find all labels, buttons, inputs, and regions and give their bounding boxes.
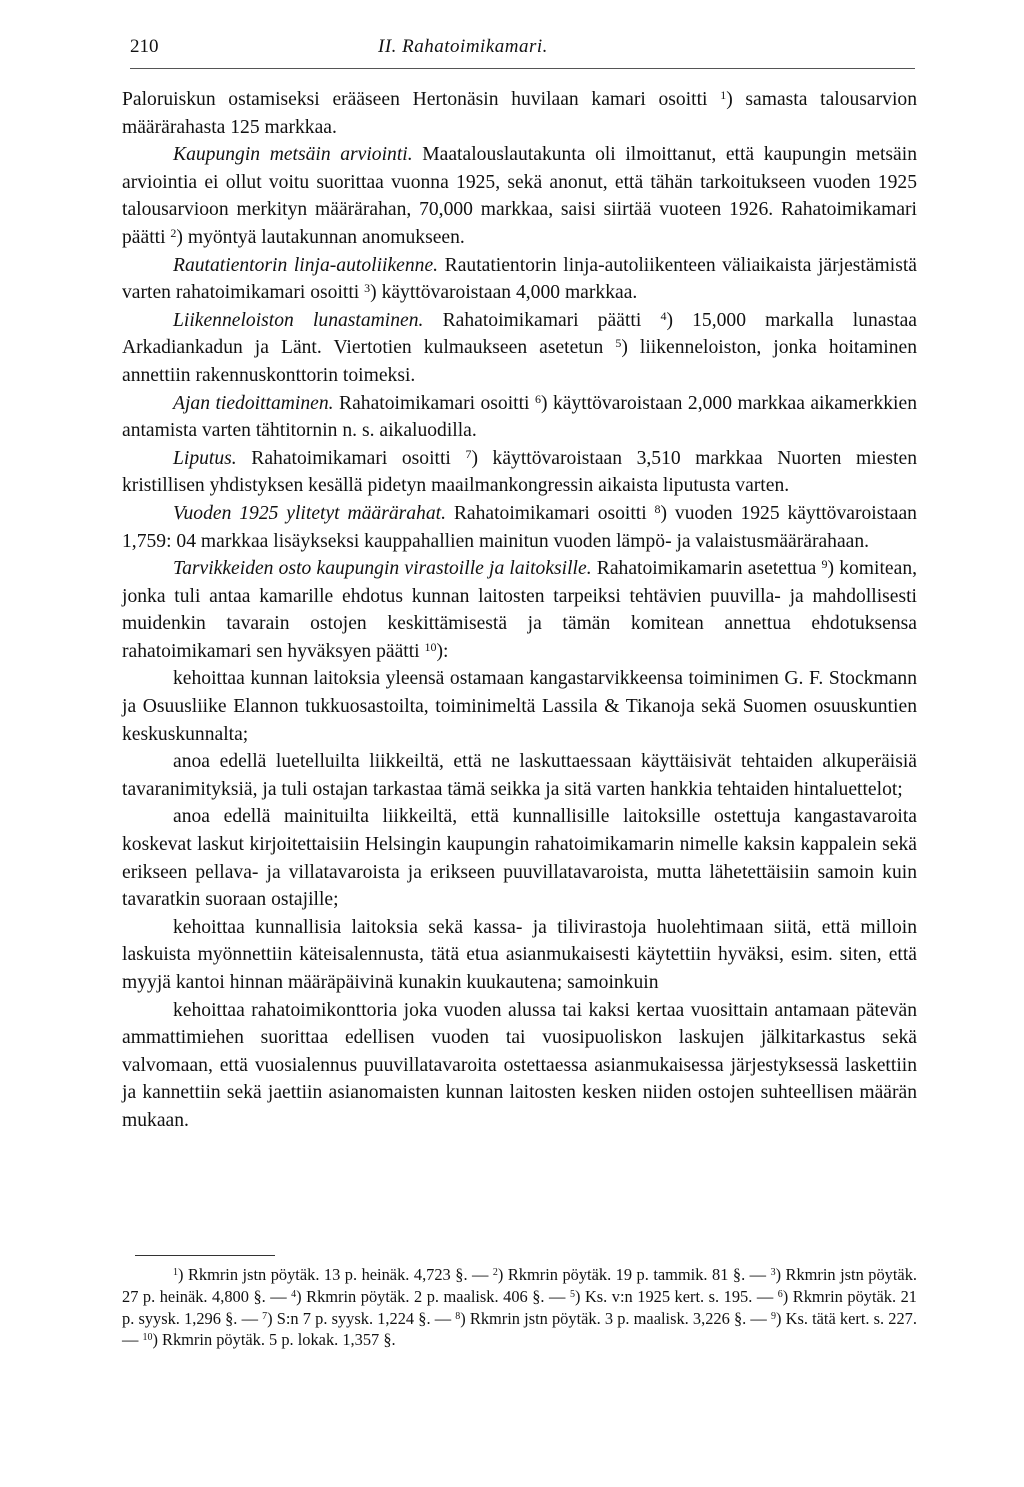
footnote-marker: 3 — [364, 281, 371, 296]
header-rule — [130, 68, 915, 69]
paragraph: Kaupungin metsäin arviointi. Maatalouslautakunta oli ilmoittanut, että kaupungin metsäin arviointia ei ollut voitu suorittaa vuonna 1925, sekä anonut, että tähän tarkoitukseen vuoden 1925 talousarvioon merkityn määrärahan, 70,000 markkaa, saisi siirtää vuoteen 1926. Rahatoimikamari päätti $^2$) myöntyä lautakunnan anomukseen. — [122, 144, 917, 248]
paragraph: Paloruiskun ostamiseksi erääseen Hertonäsin huvilaan kamari osoitti $^1$) samasta talousarvion määrärahasta 125 markkaa. — [122, 88, 917, 138]
footnote-marker: 7 — [262, 1310, 268, 1322]
page-number: 210 — [130, 36, 159, 57]
footnote-marker: 6 — [534, 391, 541, 406]
paragraph: Liikenneloiston lunastaminen. Rahatoimikamari päätti $^4$) 15,000 markalla lunastaa Arkadiankadun ja Länt. Viertotien kulmaukseen asetetun $^5$) liikenneloiston, jonka hoitaminen annettiin rakennuskonttorin toimeksi. — [122, 308, 918, 386]
footnote-marker: 6 — [777, 1288, 783, 1300]
footnote-marker: 1 — [720, 88, 727, 102]
footnote-marker: 7 — [465, 446, 472, 461]
paragraph: kehoittaa kunnan laitoksia yleensä ostamaan kangastarvikkeensa toiminimen G. F. Stockmann ja Osuusliike Elannon tukkuosastoilta, toiminimeltä Lassila & Tikanoja sekä Suomen osuuskuntien keskuskunnalta; — [122, 668, 917, 745]
footnote-marker: 5 — [569, 1288, 575, 1300]
footnote-marker: 1 — [173, 1267, 178, 1278]
footnote-marker: 10 — [142, 1332, 153, 1344]
running-title: II. Rahatoimikamari. — [378, 36, 548, 57]
footnote-marker: 4 — [660, 308, 667, 323]
paragraph: Vuoden 1925 ylitetyt määrärahat. Rahatoimikamari osoitti $^8$) vuoden 1925 käyttövaroistaan 1,759: 04 markkaa lisäykseksi kauppahallien mainitun vuoden lämpö- ja valaistusmäärärahaan. — [122, 501, 917, 552]
paragraph-heading: Liputus. — [173, 447, 237, 469]
paragraph-heading: Ajan tiedoittaminen. — [173, 392, 334, 414]
footnote-marker: 4 — [291, 1288, 297, 1300]
footnote-marker: 5 — [615, 336, 622, 351]
paragraph: Ajan tiedoittaminen. Rahatoimikamari osoitti $^6$) käyttövaroistaan 2,000 markkaa aikamerkkien antamista varten tähtitornin n. s. aikaluodilla. — [122, 391, 917, 442]
footnote-marker: 8 — [654, 501, 661, 516]
paragraph: kehoittaa rahatoimikonttoria joka vuoden alussa tai kaksi kertaa vuosittain antamaan pätevän ammattimiehen suorittaa edellisen vuoden tai vuosipuoliskon laskujen jälkitarkastus sekä valvomaan, että vuosialennus puuvillatavaroita ostettaessa asianmukaisessa järjestyksessä laskettiin ja kannettiin sekä jaettiin asianomaisten kunnan laitosten kesken niiden ostojen suhteellisen määrän mukaan. — [122, 999, 917, 1131]
paragraph-heading: Kaupungin metsäin arviointi. — [173, 144, 413, 166]
body-text — [122, 86, 917, 1135]
paragraph: Tarvikkeiden osto kaupungin virastoille ja laitoksille. Rahatoimikamarin asetettua $^9$) komitean, jonka tuli antaa kamarille ehdotus kunnan laitosten tarpeiksi tehtävien puuvilla- ja mahdollisesti muidenkin tavarain ostojen keskittämisestä ja tämän komitean annettua ehdotuksensa rahatoimikamari sen hyväksyen päätti $^{10}$): — [122, 557, 918, 662]
footnotes — [122, 1264, 917, 1351]
page-header — [130, 36, 920, 66]
paragraph: Liputus. Rahatoimikamari osoitti $^7$) käyttövaroistaan 3,510 markkaa Nuorten miesten kristillisen yhdistyksen kesällä pidetyn maailmankongressin aikaista liputusta varten. — [122, 446, 917, 497]
paragraph: kehoittaa kunnallisia laitoksia sekä kassa- ja tilivirastoja huolehtimaan siitä, että milloin laskuista myönnettiin käteisalennusta, tätä etua asianmukaisesti käytettiin hyväksi, esim. siten, että myyjä kantoi hinnan määräpäivinä kunakin kuukautena; samoinkuin — [122, 916, 917, 993]
paragraph-heading: Liikenneloiston lunastaminen. — [173, 309, 424, 331]
footnote-marker: 2 — [492, 1267, 498, 1278]
paragraph-heading: Vuoden 1925 ylitetyt määrärahat. — [173, 502, 446, 524]
paragraph: anoa edellä mainituilta liikkeiltä, että kunnallisille laitoksille ostettuja kangastavaroita koskevat laskut kirjoitettaisiin Helsingin kaupungin rahatoimikamarin nimelle kaksin kappalein sekä erikseen pellava- ja villatavaroista ja erikseen puuvillatavaroista, mutta lähetettäisiin samoin kuin tavaratkin suoraan ostajille; — [122, 806, 917, 911]
footnote-text: $^1$) Rkmrin jstn pöytäk. 13 p. heinäk. 4,723 §. — $^2$) Rkmrin pöytäk. 19 p. tammik. 81 §. — $^3$) Rkmrin jstn pöytäk. 27 p. heinäk. 4,800 §. — $^4$) Rkmrin pöytäk. 2 p. maalisk. 406 §. — $^5$) Ks. v:n 1925 kert. s. 195. — $^6$) Rkmrin pöytäk. 21 p. syysk. 1,296 §. — $^7$) S:n 7 p. syysk. 1,224 §. — $^8$) Rkmrin jstn pöytäk. 3 p. maalisk. 3,226 §. — $^9$) Ks. tätä kert. s. 227. — $^{10}$) Rkmrin pöytäk. 5 p. lokak. 1,357 §. — [122, 1265, 917, 1350]
footnote-rule — [135, 1255, 275, 1256]
paragraph: anoa edellä luetelluilta liikkeiltä, että ne laskuttaessaan käyttäisivät tehtaiden alkuperäisiä tavaranimityksiä, ja tuli ostajan tarkastaa tämä seikka ja sitä varten hankkia tehtaiden hintaluettelot; — [122, 751, 917, 800]
footnote-marker: 2 — [170, 225, 177, 240]
paragraph-heading: Tarvikkeiden osto kaupungin virastoille ja laitoksille. — [173, 558, 592, 580]
footnote-marker: 10 — [424, 639, 437, 654]
footnote-marker: 3 — [770, 1267, 776, 1278]
paragraph-heading: Rautatientorin linja-autoliikenne. — [173, 254, 439, 276]
paragraph: Rautatientorin linja-autoliikenne. Rautatientorin linja-autoliikenteen väliaikaista järjestämistä varten rahatoimikamari osoitti $^3$) käyttövaroistaan 4,000 markkaa. — [122, 254, 917, 304]
footnote-marker: 8 — [455, 1310, 461, 1322]
footnote-marker: 9 — [770, 1310, 776, 1322]
footnote-marker: 9 — [821, 557, 828, 572]
